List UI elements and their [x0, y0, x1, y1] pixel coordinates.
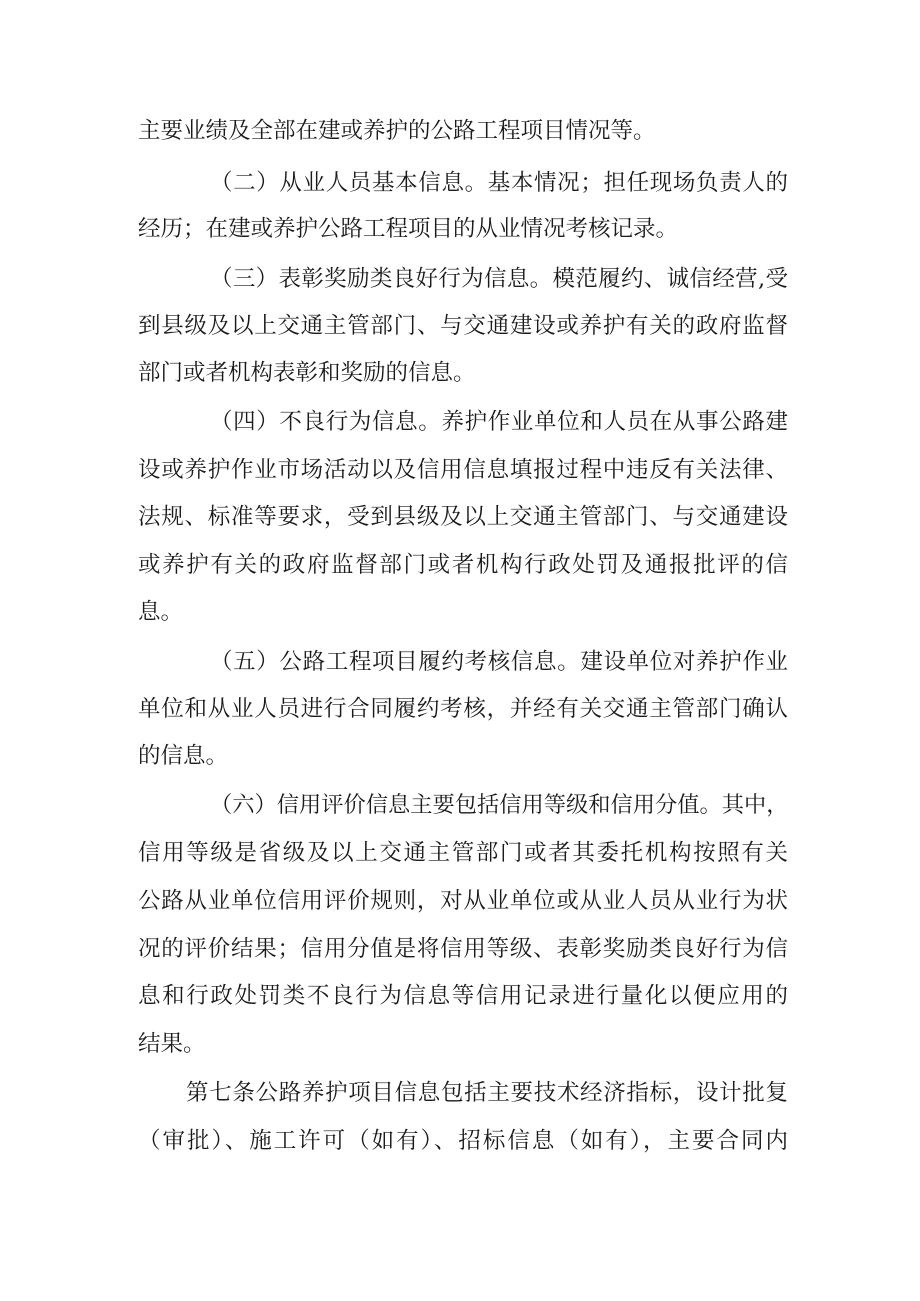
paragraph-heading-line: （六）信用评价信息主要包括信用等级和信用分值。其中， [210, 792, 789, 818]
text-line: （审批）、施工许可（如有）、招标信息（如有），主要合同内 [138, 1128, 788, 1154]
text-line: 的信息。 [138, 743, 229, 769]
article-heading-line: 第七条公路养护项目信息包括主要技术经济指标，设计批复 [186, 1080, 788, 1106]
text-line: 单位和从业人员进行合同履约考核，并经有关交通主管部门确认 [138, 696, 788, 722]
text-line: 部门或者机构表彰和奖励的信息。 [138, 360, 476, 386]
paragraph-heading-line: （四）不良行为信息。养护作业单位和人员在从事公路建 [210, 409, 788, 435]
text-line: 设或养护作业市场活动以及信用信息填报过程中违反有关法律、 [138, 457, 788, 483]
text-line: 况的评价结果；信用分值是将信用等级、表彰奖励类良好行为信 [138, 936, 788, 962]
text-line: 息和行政处罚类不良行为信息等信用记录进行量化以便应用的 [138, 983, 788, 1009]
text-line: 经历；在建或养护公路工程项目的从业情况考核记录。 [138, 216, 679, 242]
text-line: 信用等级是省级及以上交通主管部门或者其委托机构按照有关 [138, 840, 788, 866]
text-line: 结果。 [138, 1031, 206, 1057]
text-line: 息。 [138, 599, 184, 625]
text-line: 或养护有关的政府监督部门或者机构行政处罚及通报批评的信 [138, 552, 788, 578]
text-line: 到县级及以上交通主管部门、与交通建设或养护有关的政府监督 [138, 313, 788, 339]
text-line: 法规、标准等要求，受到县级及以上交通主管部门、与交通建设 [138, 504, 788, 530]
text-line: 公路从业单位信用评价规则，对从业单位或从业人员从业行为状 [138, 888, 788, 914]
paragraph-heading-line: （五）公路工程项目履约考核信息。建设单位对养护作业 [210, 649, 788, 675]
paragraph-heading-line: （二）从业人员基本信息。基本情况；担任现场负责人的 [210, 170, 788, 196]
paragraph-heading-line: （三）表彰奖励类良好行为信息。模范履约、诚信经营,受 [210, 266, 788, 292]
text-line: 主要业绩及全部在建或养护的公路工程项目情况等。 [138, 118, 656, 144]
